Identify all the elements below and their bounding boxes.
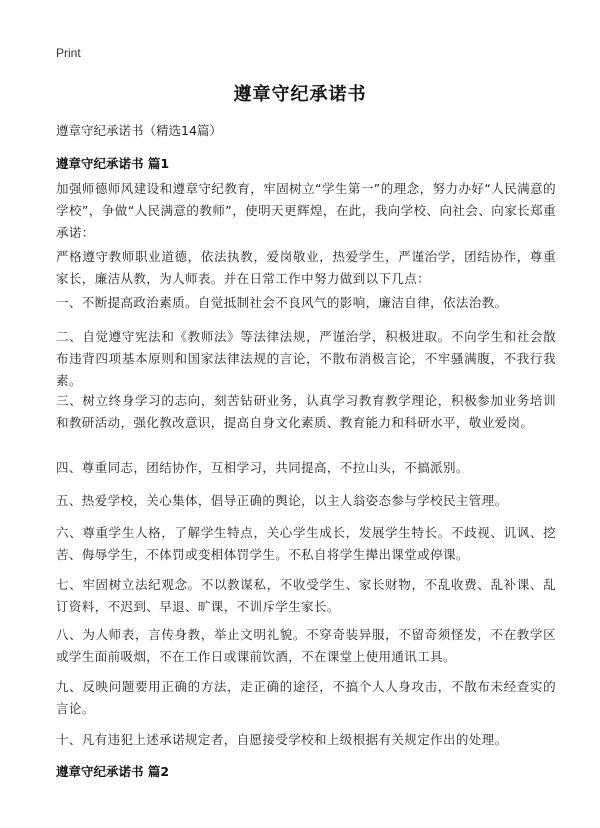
section-heading-1: 遵章守纪承诺书 篇1 [56, 156, 170, 171]
print-label: Print [56, 46, 81, 60]
paragraph-item-8: 八、为人师表，言传身教，举止文明礼貌。不穿奇装异服，不留奇须怪发，不在教学区或学生面前吸烟，不在工作日或课前饮酒，不在课堂上使用通讯工具。 [56, 627, 556, 664]
paragraph-item-10: 十、凡有违犯上述承诺规定者，自愿接受学校和上级根据有关规定作出的处理。 [56, 732, 508, 747]
paragraph-intro: 加强师德师风建设和遵章守纪教育，牢固树立“学生第一”的理念，努力办好“人民满意的学校”，争做“人民满意的教师”，使明天更辉煌，在此，我向学校、向社会、向家长郑重承诺： [56, 181, 556, 240]
paragraph-pledge: 严格遵守教师职业道德，依法执教，爱岗敬业，热爱学生，严谨治学，团结协作，尊重家长，廉洁从教，为人师表。并在日常工作中努力做到以下几点： [56, 249, 556, 286]
paragraph-item-1: 一、不断提高政治素质。自觉抵制社会不良风气的影响，廉洁自律，依法治教。 [56, 295, 508, 310]
paragraph-item-6: 六、尊重学生人格，了解学生特点，关心学生成长，发展学生特长。不歧视、讥讽、挖苦、侮辱学生，不体罚或变相体罚学生。不私自将学生撵出课堂或停课。 [56, 525, 556, 562]
paragraph-item-2: 二、自觉遵守宪法和《教师法》等法律法规，严谨治学，积极进取。不向学生和社会散布违背四项基本原则和国家法律法规的言论，不散布消极言论，不牢骚满腹，不我行我素。 [56, 329, 556, 388]
document-subtitle: 遵章守纪承诺书（精选14篇） [56, 123, 222, 138]
section-heading-2: 遵章守纪承诺书 篇2 [56, 764, 170, 779]
paragraph-item-4: 四、尊重同志，团结协作，互相学习，共同提高，不拉山头，不搞派别。 [56, 460, 469, 475]
page-title: 遵章守纪承诺书 [233, 84, 367, 105]
paragraph-item-5: 五、热爱学校，关心集体，倡导正确的舆论，以主人翁姿态参与学校民主管理。 [56, 493, 508, 508]
paragraph-item-9: 九、反映问题要用正确的方法，走正确的途径，不搞个人人身攻击，不散布未经查实的言论。 [56, 679, 556, 716]
paragraph-item-7: 七、牢固树立法纪观念。不以教谋私，不收受学生、家长财物，不乱收费、乱补课、乱订资料，不迟到、早退、旷课，不训斥学生家长。 [56, 577, 556, 614]
paragraph-item-3: 三、树立终身学习的志向，刻苦钻研业务，认真学习教育教学理论，积极参加业务培训和教研活动，强化教改意识，提高自身文化素质、教育能力和科研水平，敬业爱岗。 [56, 393, 556, 430]
